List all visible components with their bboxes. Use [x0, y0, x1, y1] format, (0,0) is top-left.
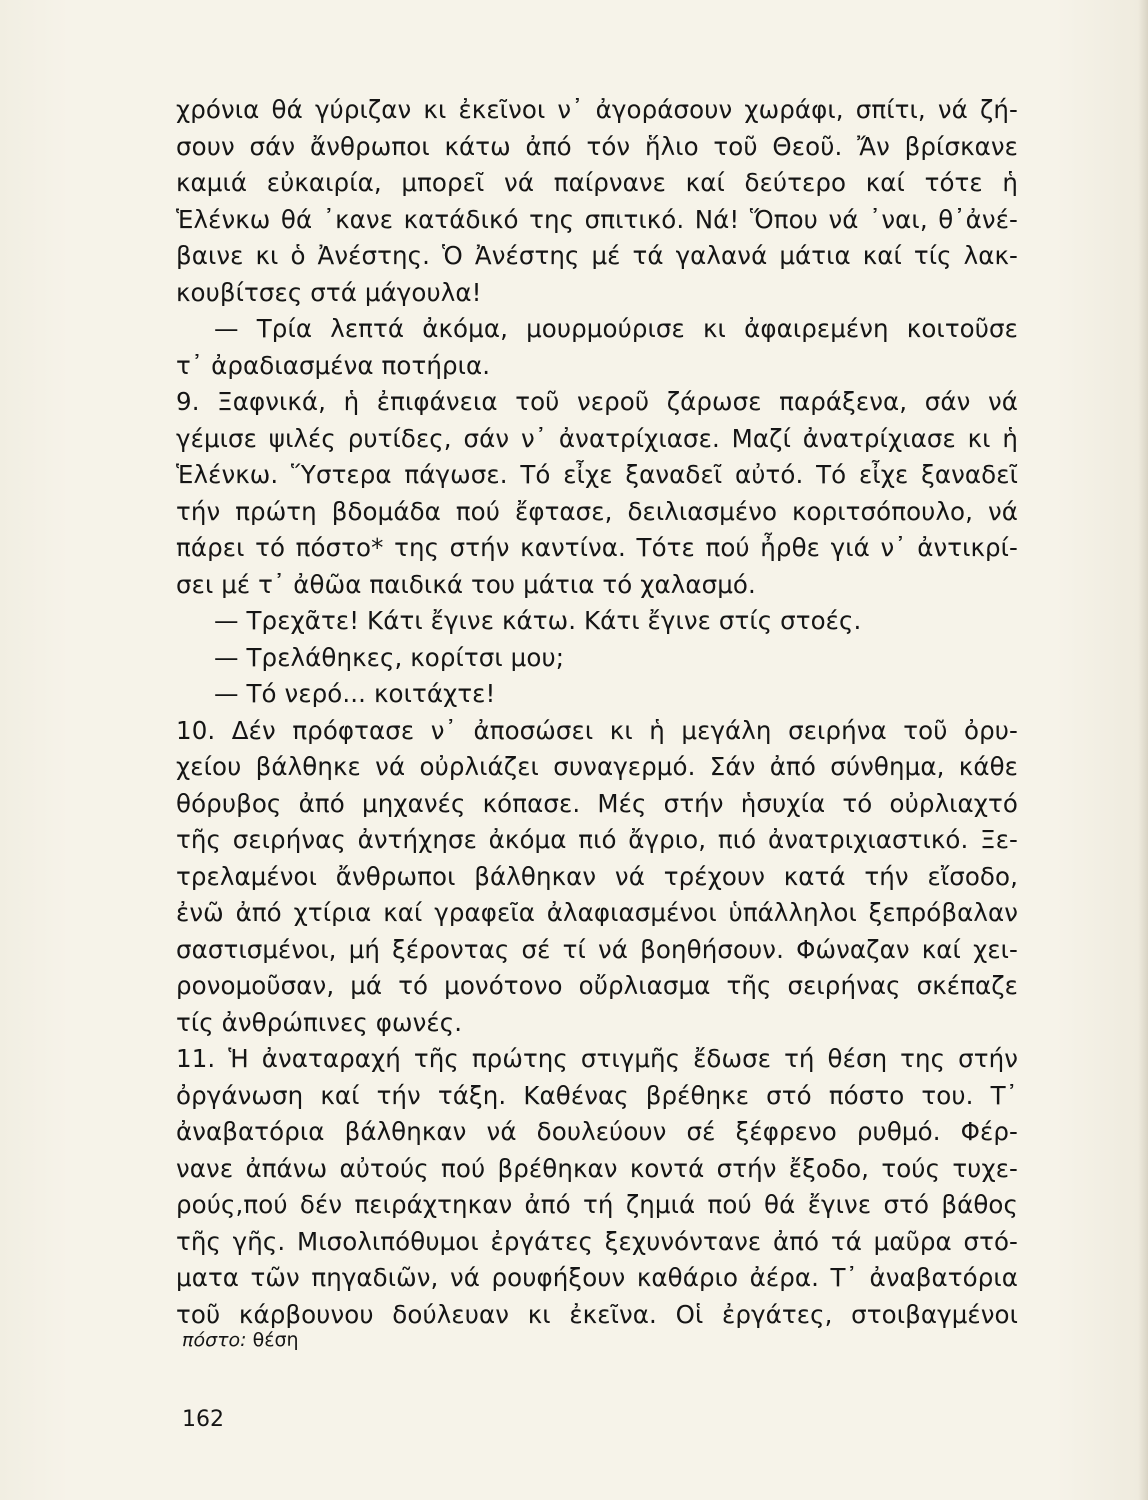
footnote-term: πόστο:	[182, 1329, 247, 1351]
text-line: Ἑλένκω. Ὕστερα πάγωσε. Τό εἶχε ξαναδεῖ αὐτό. Τό εἶχε ξαναδεῖ	[176, 460, 1018, 489]
text-line: νανε ἀπάνω αὐτούς πού βρέθηκαν κοντά στήν ἔξοδο, τούς τυχε-	[176, 1153, 1018, 1183]
text-line: Ἑλένκω θά ᾽κανε κατάδικό της σπιτικό. Νά! Ὅπου νά ᾽ναι, θ᾽ἀνέ-	[176, 204, 1018, 234]
text-line: χείου βάλθηκε νά οὐρλιάζει συναγερμό. Σάν ἀπό σύνθημα, κάθε	[176, 752, 1018, 781]
body-text	[176, 92, 1018, 1333]
text-line: θόρυβος ἀπό μηχανές κόπασε. Μές στήν ἡσυχία τό οὐρλιαχτό	[176, 788, 1018, 818]
footnote-definition: θέση	[252, 1329, 299, 1351]
text-line: ρούς,πού δέν πειράχτηκαν ἀπό τή ζημιά πού θά ἔγινε στό βάθος	[176, 1190, 1018, 1219]
text-line: — Τρία λεπτά ἀκόμα, μουρμούρισε κι ἀφαιρεμένη κοιτοῦσε	[214, 314, 1018, 343]
text-line: ὀργάνωση καί τήν τάξη. Καθένας βρέθηκε στό πόστο του. Τ᾿	[176, 1080, 1018, 1110]
text-line: βαινε κι ὁ Ἀνέστης. Ὁ Ἀνέστης μέ τά γαλανά μάτια καί τίς λακ-	[176, 241, 1018, 270]
text-line: τ᾿ ἀραδιασμένα ποτήρια.	[176, 350, 491, 380]
text-line: ματα τῶν πηγαδιῶν, νά ρουφήξουν καθάριο ἀέρα. Τ᾿ ἀναβατόρια	[176, 1263, 1018, 1292]
text-line: τίς ἀνθρώπινες φωνές.	[176, 1007, 463, 1037]
text-line: πάρει τό πόστο* της στήν καντίνα. Τότε πού ἦρθε γιά ν᾿ ἀντικρί-	[176, 533, 1018, 562]
text-line: χρόνια θά γύριζαν κι ἐκεῖνοι ν᾿ ἀγοράσουν χωράφι, σπίτι, νά ζή-	[176, 95, 1018, 124]
text-line: ἐνῶ ἀπό χτίρια καί γραφεῖα ἀλαφιασμένοι ὑπάλληλοι ξεπρόβαλαν	[176, 898, 1018, 927]
text-line: γέμισε ψιλές ρυτίδες, σάν ν᾿ ἀνατρίχιασε. Μαζί ἀνατρίχιασε κι ἡ	[176, 423, 1018, 453]
text-line: 11. Ἡ ἀναταραχή τῆς πρώτης στιγμῆς ἔδωσε τή θέση της στήν	[176, 1044, 1018, 1073]
page-number: 162	[182, 1407, 224, 1432]
text-line: τῆς σειρήνας ἀντήχησε ἀκόμα πιό ἄγριο, πιό ἀνατριχιαστικό. Ξε-	[176, 825, 1018, 854]
text-line: 10. Δέν πρόφτασε ν᾿ ἀποσώσει κι ἡ μεγάλη σειρήνα τοῦ ὀρυ-	[176, 715, 1018, 745]
text-line: ἀναβατόρια βάλθηκαν νά δουλεύουν σέ ξέφρενο ρυθμό. Φέρ-	[176, 1117, 1018, 1146]
text-line: σει μέ τ᾿ ἀθῶα παιδικά του μάτια τό χαλασμό.	[176, 569, 756, 599]
text-line: τήν πρώτη βδομάδα πού ἔφτασε, δειλιασμένο κοριτσόπουλο, νά	[176, 496, 1018, 526]
text-line: — Τρεχᾶτε! Κάτι ἔγινε κάτω. Κάτι ἔγινε στίς στοές.	[214, 606, 862, 635]
text-line: — Τρελάθηκες, κορίτσι μου;	[214, 642, 565, 672]
text-line: κουβίτσες στά μάγουλα!	[176, 277, 482, 307]
text-line: τοῦ κάρβουνου δούλευαν κι ἐκεῖνα. Οἱ ἐργάτες, στοιβαγμένοι	[176, 1299, 1018, 1329]
footnote	[182, 1328, 299, 1352]
text-line: — Τό νερό... κοιτάχτε!	[214, 679, 496, 708]
text-line: σουν σάν ἄνθρωποι κάτω ἀπό τόν ἥλιο τοῦ Θεοῦ. Ἄν βρίσκανε	[176, 131, 1018, 161]
text-line: τρελαμένοι ἄνθρωποι βάλθηκαν νά τρέχουν κατά τήν εἴσοδο,	[176, 861, 1018, 891]
text-line: καμιά εὐκαιρία, μπορεῖ νά παίρνανε καί δεύτερο καί τότε ἡ	[176, 168, 1018, 197]
text-line: σαστισμένοι, μή ξέροντας σέ τί νά βοηθήσουν. Φώναζαν καί χει-	[176, 934, 1018, 964]
page-edge-shadow	[1138, 0, 1148, 1500]
text-line: τῆς γῆς. Μισολιπόθυμοι ἐργάτες ξεχυνόντανε ἀπό τά μαῦρα στό-	[176, 1226, 1018, 1256]
text-line: ρονομοῦσαν, μά τό μονότονο οὔρλιασμα τῆς σειρήνας σκέπαζε	[176, 971, 1018, 1000]
text-line: 9. Ξαφνικά, ἡ ἐπιφάνεια τοῦ νεροῦ ζάρωσε παράξενα, σάν νά	[176, 387, 1018, 416]
